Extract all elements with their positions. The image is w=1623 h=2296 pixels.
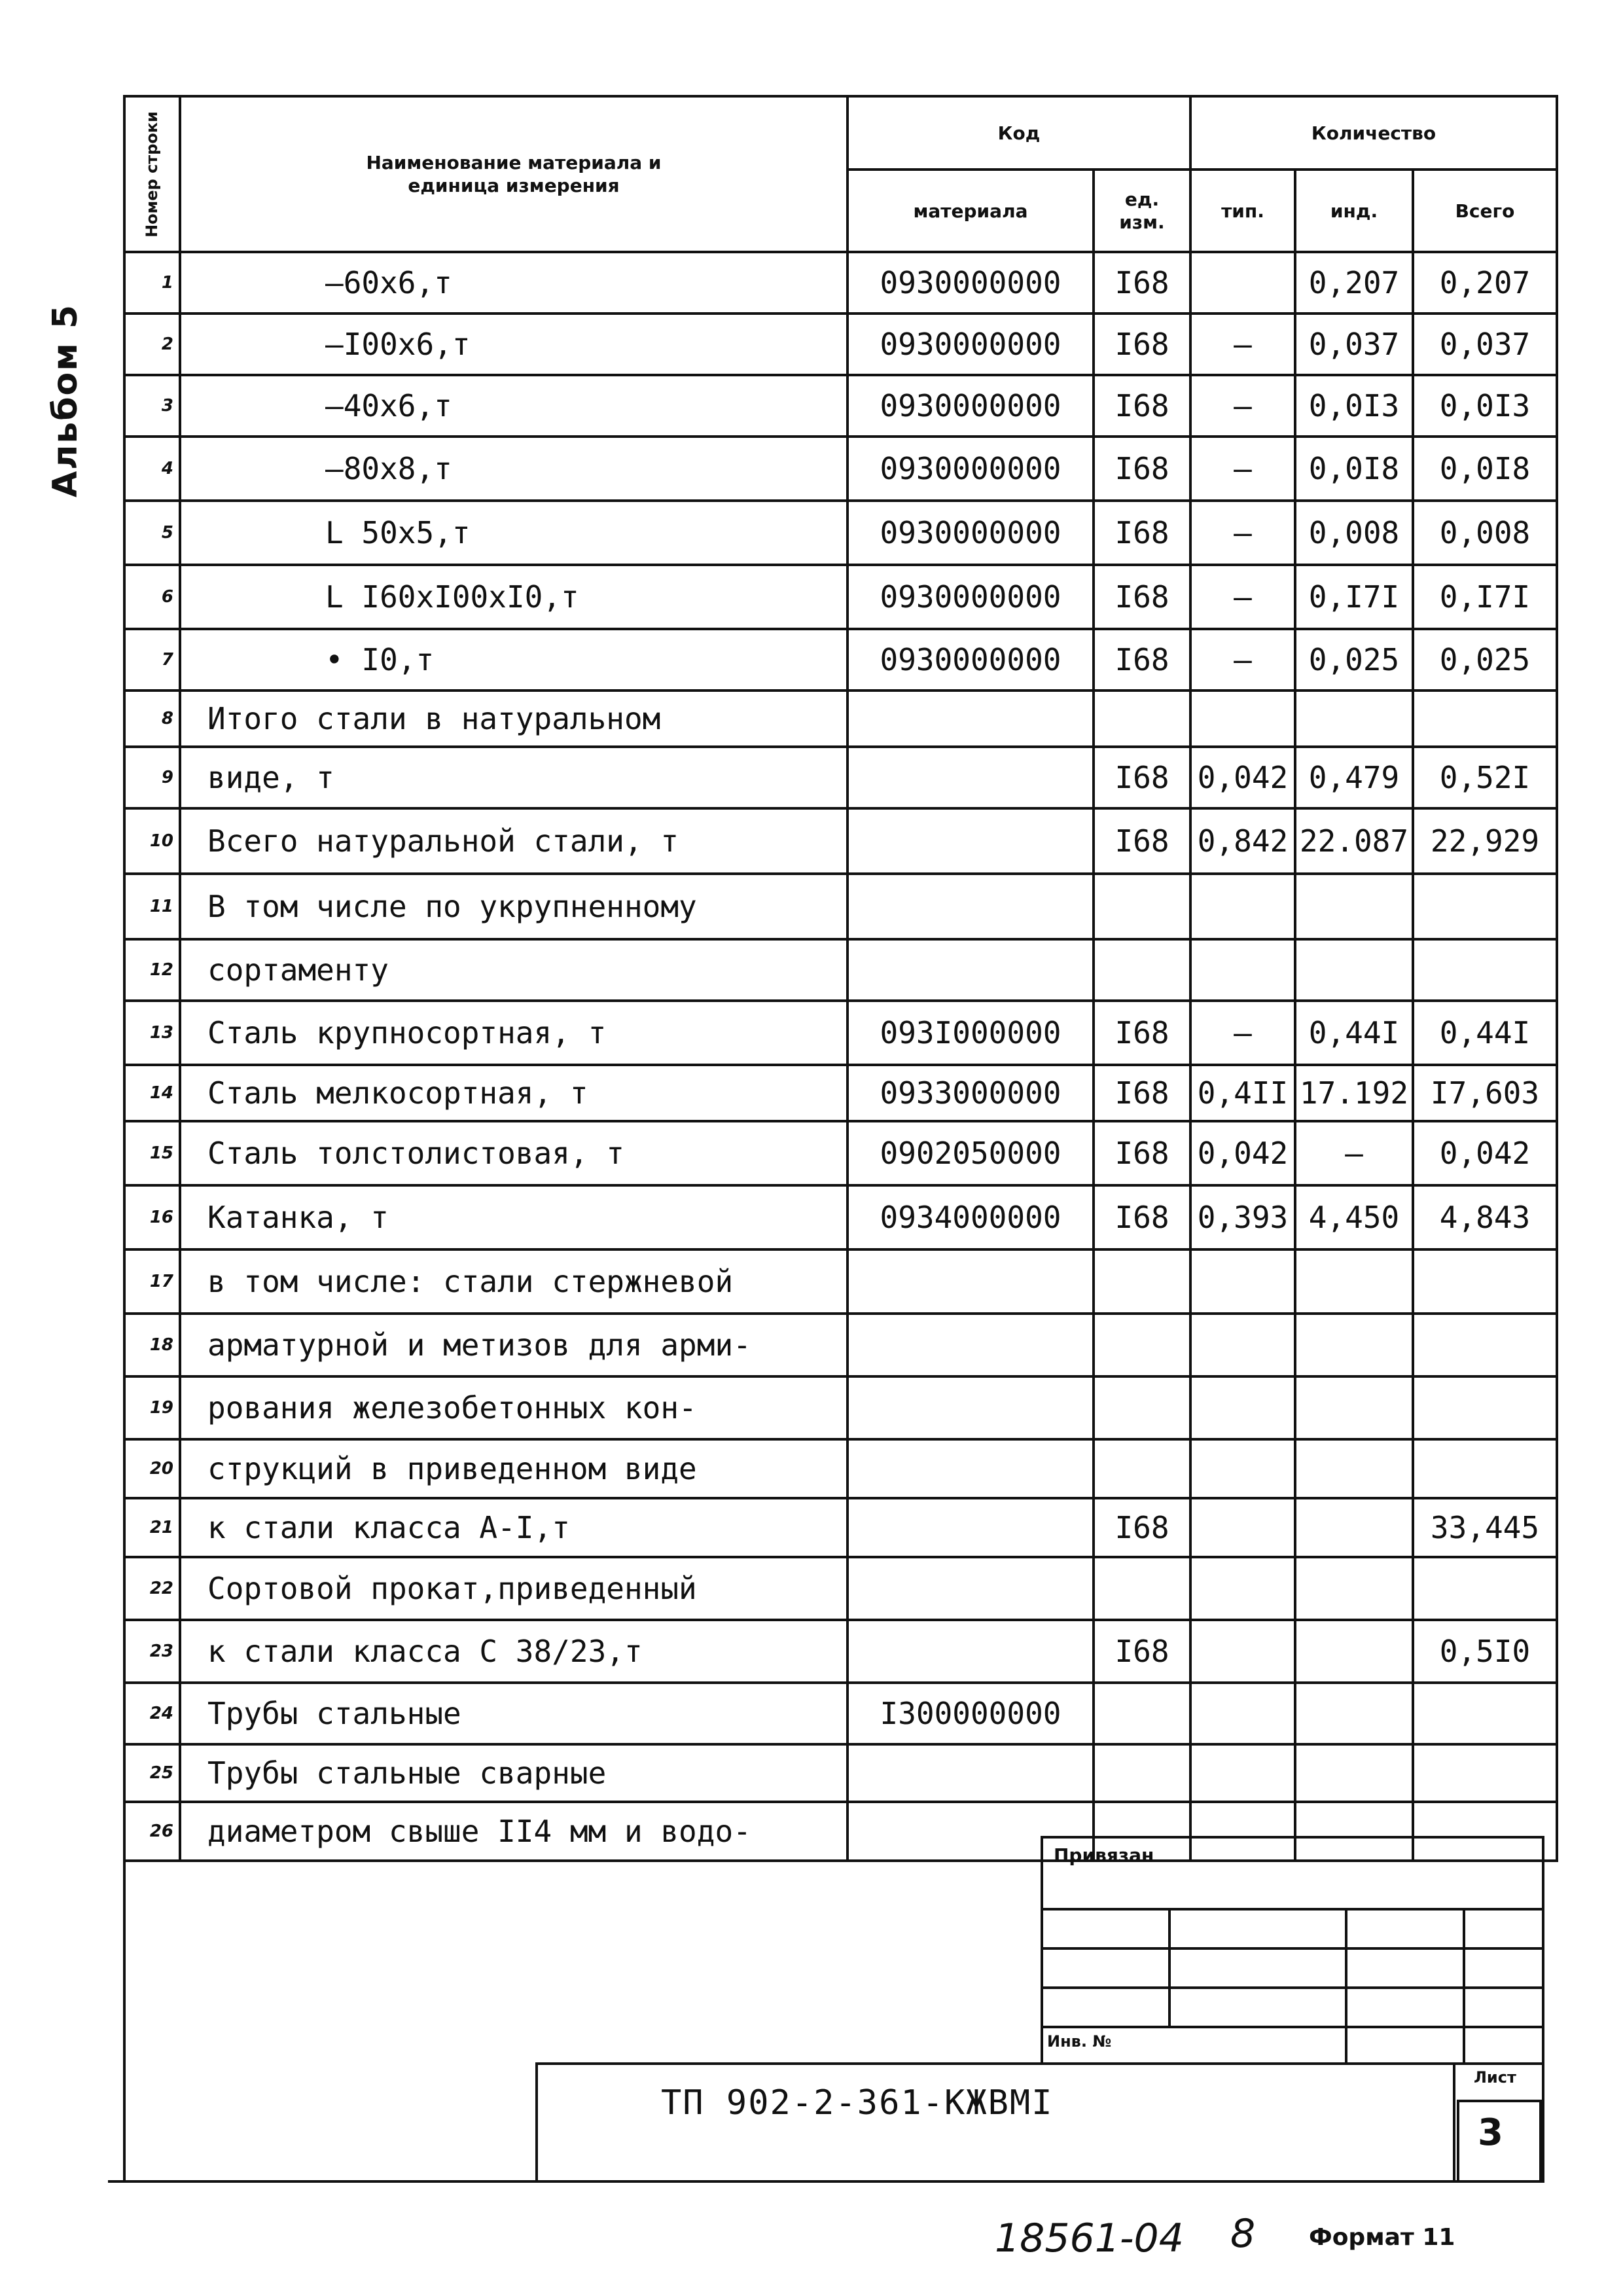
qty-typ: 0,393 [1190,1185,1295,1249]
row-number: 11 [124,874,180,939]
header-row-number: Номер строки [124,96,180,252]
header-qty-typ: тип. [1190,170,1295,252]
table-row [124,1121,1557,1185]
material-code [847,1249,1094,1314]
material-name: диаметром свыше II4 мм и водо- [180,1802,847,1861]
row-number: 1 [124,252,180,314]
attached-vline-1 [1168,1908,1171,2026]
table-row [124,314,1557,375]
qty-total [1413,1314,1557,1376]
qty-typ [1190,1683,1295,1744]
qty-ind [1295,1376,1413,1439]
unit-code [1094,939,1190,1001]
material-code [847,808,1094,874]
qty-total: 0,037 [1413,314,1557,375]
qty-ind: 0,0I8 [1295,437,1413,501]
unit-code: I68 [1094,565,1190,629]
material-name: –I00x6,т [180,314,847,375]
material-code: 0930000000 [847,314,1094,375]
table-row [124,691,1557,747]
qty-typ [1190,1314,1295,1376]
header-qty-total: Всего [1413,170,1557,252]
attached-line-3 [1041,1986,1544,1989]
qty-typ: – [1190,314,1295,375]
row-number: 22 [124,1557,180,1620]
album-label: Альбом 5 [46,303,85,497]
qty-typ [1190,1744,1295,1802]
sheet-number: 3 [1478,2111,1503,2154]
unit-code: I68 [1094,1121,1190,1185]
material-name: Сталь крупносортная, т [180,1001,847,1065]
material-name: Катанка, т [180,1185,847,1249]
material-code [847,1376,1094,1439]
material-name: арматурной и метизов для арми- [180,1314,847,1376]
qty-ind: 22.087 [1295,808,1413,874]
qty-total: 0,0I3 [1413,375,1557,437]
row-number: 23 [124,1620,180,1683]
title-block-divider [1453,2062,1455,2183]
material-code: 0902050000 [847,1121,1094,1185]
material-code: 0930000000 [847,501,1094,565]
table-row [124,1439,1557,1498]
qty-typ: 0,842 [1190,808,1295,874]
attached-vline-3 [1463,1908,1465,2065]
row-number: 2 [124,314,180,375]
header-code-unit: ед. изм. [1094,170,1190,252]
unit-code: I68 [1094,808,1190,874]
row-number: 14 [124,1065,180,1121]
row-number: 18 [124,1314,180,1376]
material-name: Сортовой прокат,приведенный [180,1557,847,1620]
qty-total: 0,5I0 [1413,1620,1557,1683]
attached-block [1041,1836,1544,2065]
row-number: 4 [124,437,180,501]
qty-total: 0,042 [1413,1121,1557,1185]
qty-ind: 0,207 [1295,252,1413,314]
table-row [124,1249,1557,1314]
row-number: 17 [124,1249,180,1314]
attached-line-4 [1041,2026,1544,2028]
table-row [124,1498,1557,1557]
qty-typ: – [1190,375,1295,437]
unit-code: I68 [1094,501,1190,565]
qty-ind [1295,1314,1413,1376]
material-name: –40x6,т [180,375,847,437]
unit-code: I68 [1094,1001,1190,1065]
qty-typ [1190,1249,1295,1314]
row-number: 24 [124,1683,180,1744]
qty-ind [1295,1498,1413,1557]
material-code [847,691,1094,747]
qty-ind: 0,44I [1295,1001,1413,1065]
material-name: Сталь мелкосортная, т [180,1065,847,1121]
unit-code [1094,1439,1190,1498]
attached-vline-2 [1345,1908,1347,2065]
qty-typ: – [1190,629,1295,691]
unit-code [1094,1744,1190,1802]
material-name: Всего натуральной стали, т [180,808,847,874]
unit-code: I68 [1094,252,1190,314]
footer-copy-number: 8 [1230,2211,1256,2257]
row-number: 6 [124,565,180,629]
material-code [847,1314,1094,1376]
unit-code [1094,691,1190,747]
material-code [847,939,1094,1001]
qty-total: 0,0I8 [1413,437,1557,501]
material-name: сортаменту [180,939,847,1001]
material-code [847,1744,1094,1802]
material-code [847,747,1094,808]
table-row [124,252,1557,314]
table-row [124,1314,1557,1376]
qty-typ [1190,939,1295,1001]
row-number: 8 [124,691,180,747]
header-name: Наименование материала и единица измерения [180,96,847,252]
material-code: 0930000000 [847,437,1094,501]
material-name: Сталь толстолистовая, т [180,1121,847,1185]
row-number: 9 [124,747,180,808]
table-row [124,1065,1557,1121]
material-name: L 50x5,т [180,501,847,565]
table-row [124,1683,1557,1744]
qty-total [1413,939,1557,1001]
material-name: струкций в приведенном виде [180,1439,847,1498]
qty-typ: 0,042 [1190,747,1295,808]
material-name: –60x6,т [180,252,847,314]
qty-typ: – [1190,437,1295,501]
unit-code: I68 [1094,1620,1190,1683]
qty-total: 4,843 [1413,1185,1557,1249]
row-number: 7 [124,629,180,691]
table-row [124,1744,1557,1802]
qty-total: 0,52I [1413,747,1557,808]
material-code: I300000000 [847,1683,1094,1744]
material-name: В том числе по укрупненному [180,874,847,939]
table-row [124,1557,1557,1620]
qty-total: 33,445 [1413,1498,1557,1557]
qty-ind: 0,037 [1295,314,1413,375]
header-code: Код [847,96,1190,170]
unit-code: I68 [1094,629,1190,691]
qty-total: 0,I7I [1413,565,1557,629]
table-row [124,808,1557,874]
material-name: Трубы стальные сварные [180,1744,847,1802]
qty-ind: 0,008 [1295,501,1413,565]
qty-total: I7,603 [1413,1065,1557,1121]
attached-line-2 [1041,1947,1544,1950]
material-name: виде, т [180,747,847,808]
qty-total [1413,691,1557,747]
qty-total: 0,025 [1413,629,1557,691]
qty-ind [1295,1439,1413,1498]
qty-total [1413,1744,1557,1802]
qty-total [1413,874,1557,939]
document-code: ТП 902-2-361-КЖВМI [661,2083,1054,2123]
footer-handwritten-number: 18561-04 [995,2215,1184,2261]
material-code: 093I000000 [847,1001,1094,1065]
footer-format: Формат 11 [1309,2224,1455,2251]
qty-ind: 0,I7I [1295,565,1413,629]
unit-code: I68 [1094,437,1190,501]
table-row [124,437,1557,501]
qty-typ: – [1190,501,1295,565]
qty-total: 0,44I [1413,1001,1557,1065]
material-name: к стали класса А-I,т [180,1498,847,1557]
attached-line-1 [1041,1908,1544,1910]
header-qty-ind: инд. [1295,170,1413,252]
unit-code [1094,1249,1190,1314]
qty-typ: 0,042 [1190,1121,1295,1185]
unit-code: I68 [1094,375,1190,437]
material-name: Итого стали в натуральном [180,691,847,747]
qty-ind [1295,1557,1413,1620]
title-block [535,2062,1544,2183]
row-number: 5 [124,501,180,565]
material-name: L I60xI00xI0,т [180,565,847,629]
unit-code [1094,1683,1190,1744]
unit-code [1094,874,1190,939]
material-code: 0930000000 [847,629,1094,691]
qty-ind [1295,939,1413,1001]
row-number: 3 [124,375,180,437]
qty-typ: – [1190,565,1295,629]
qty-typ [1190,1557,1295,1620]
material-code [847,1498,1094,1557]
material-name: к стали класса С 38/23,т [180,1620,847,1683]
qty-typ [1190,1439,1295,1498]
qty-ind: 0,0I3 [1295,375,1413,437]
unit-code: I68 [1094,1498,1190,1557]
row-number: 26 [124,1802,180,1861]
qty-total [1413,1249,1557,1314]
qty-typ [1190,874,1295,939]
header-quantity: Количество [1190,96,1557,170]
qty-total [1413,1439,1557,1498]
qty-typ [1190,1620,1295,1683]
attached-label: Привязан [1054,1844,1154,1866]
row-number: 16 [124,1185,180,1249]
material-name: Трубы стальные [180,1683,847,1744]
qty-ind [1295,1620,1413,1683]
row-number: 12 [124,939,180,1001]
material-name: в том числе: стали стержневой [180,1249,847,1314]
table-row [124,874,1557,939]
qty-typ [1190,1498,1295,1557]
table-row [124,565,1557,629]
row-number: 15 [124,1121,180,1185]
table-row [124,1376,1557,1439]
unit-code [1094,1376,1190,1439]
material-code: 0933000000 [847,1065,1094,1121]
material-name: –80x8,т [180,437,847,501]
material-code [847,1620,1094,1683]
qty-ind [1295,874,1413,939]
qty-typ [1190,252,1295,314]
qty-total: 22,929 [1413,808,1557,874]
table-row [124,375,1557,437]
material-code: 0934000000 [847,1185,1094,1249]
unit-code: I68 [1094,314,1190,375]
qty-total: 0,207 [1413,252,1557,314]
sheet-label: Лист [1474,2068,1516,2087]
material-code [847,1557,1094,1620]
row-number: 21 [124,1498,180,1557]
qty-ind [1295,1683,1413,1744]
unit-code: I68 [1094,1065,1190,1121]
qty-ind [1295,1249,1413,1314]
table-row [124,1001,1557,1065]
qty-ind: – [1295,1121,1413,1185]
table-row [124,1185,1557,1249]
header-row-1 [124,96,1557,170]
qty-ind: 4,450 [1295,1185,1413,1249]
qty-ind: 0,479 [1295,747,1413,808]
table-row [124,1620,1557,1683]
unit-code [1094,1557,1190,1620]
qty-total [1413,1683,1557,1744]
header-code-material: материала [847,170,1094,252]
qty-ind: 17.192 [1295,1065,1413,1121]
row-number: 13 [124,1001,180,1065]
unit-code [1094,1314,1190,1376]
material-name: рования железобетонных кон- [180,1376,847,1439]
frame-left-line [123,1836,126,2183]
unit-code: I68 [1094,1185,1190,1249]
table-row [124,747,1557,808]
qty-typ: – [1190,1001,1295,1065]
material-code: 0930000000 [847,252,1094,314]
material-code [847,874,1094,939]
material-spec-table [123,95,1558,1862]
row-number: 19 [124,1376,180,1439]
row-number: 25 [124,1744,180,1802]
material-code: 0930000000 [847,565,1094,629]
qty-total [1413,1376,1557,1439]
qty-typ [1190,1376,1295,1439]
qty-ind [1295,691,1413,747]
row-number: 20 [124,1439,180,1498]
table-row [124,939,1557,1001]
qty-typ [1190,691,1295,747]
material-name: • I0,т [180,629,847,691]
qty-ind [1295,1744,1413,1802]
material-code: 0930000000 [847,375,1094,437]
table-row [124,629,1557,691]
qty-total: 0,008 [1413,501,1557,565]
material-code [847,1439,1094,1498]
table-body [124,252,1557,1861]
qty-typ: 0,4II [1190,1065,1295,1121]
table-row [124,501,1557,565]
qty-ind: 0,025 [1295,629,1413,691]
unit-code: I68 [1094,747,1190,808]
row-number: 10 [124,808,180,874]
qty-total [1413,1557,1557,1620]
inv-no-label: Инв. № [1047,2032,1112,2051]
